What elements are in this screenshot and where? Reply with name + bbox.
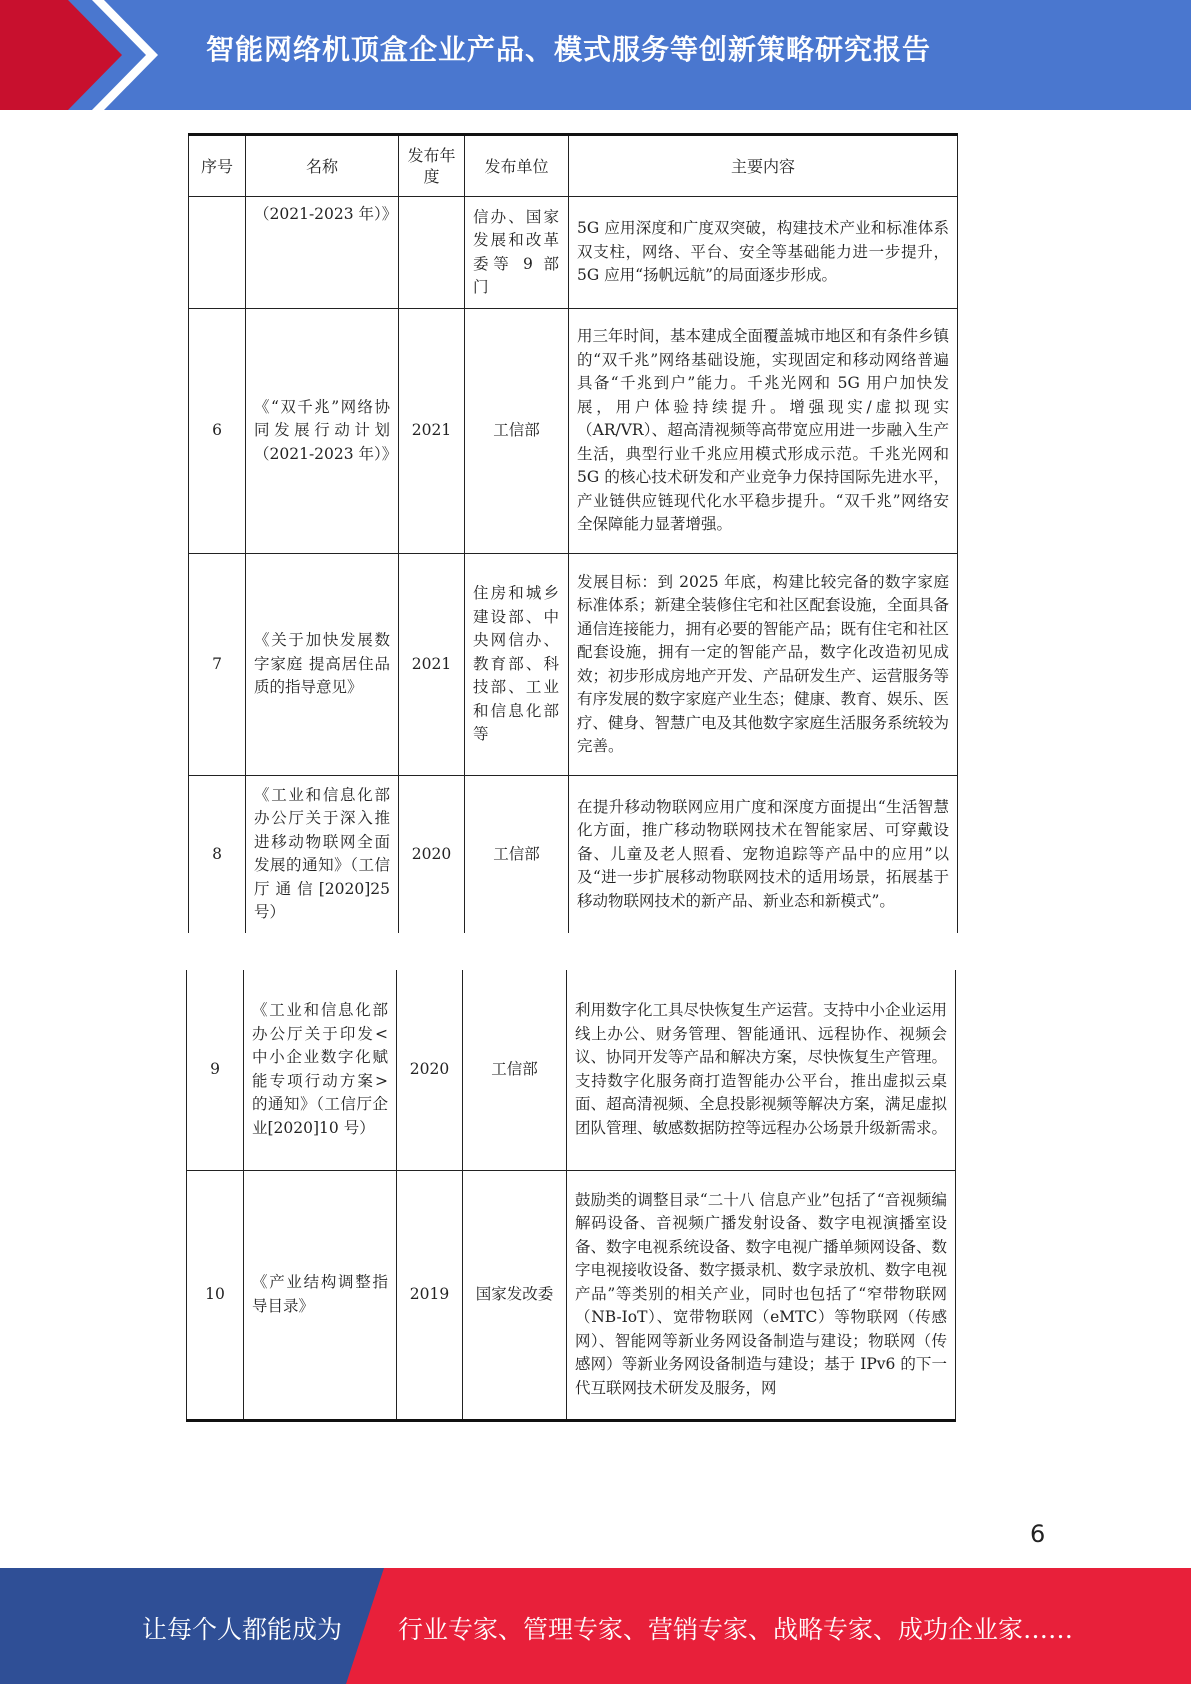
row-content: 利用数字化工具尽快恢复生产运营。支持中小企业运用线上办公、财务管理、智能通讯、远程协作、视频会议、协同开发等产品和解决方案，尽快恢复生产管理。支持数字化服务商打造智能办公平台，推出虚拟云桌面、超高清视频、全息投影视频等解决方案，满足虚拟团队管理、敏感数据防控等远程办公场景升级新需求。 — [567, 970, 956, 1170]
row-year: 2020 — [397, 970, 463, 1170]
row-name: 《“双千兆”网络协同发展行动计划（2021-2023 年）》 — [246, 309, 399, 554]
page-number: 6 — [1030, 1520, 1046, 1548]
row-unit: 国家发改委 — [463, 1170, 567, 1420]
row-year: 2019 — [397, 1170, 463, 1420]
row-name: 《工业和信息化部办公厅关于深入推进移动物联网全面发展的通知》（工信厅通信[2020]25 号） — [246, 776, 399, 933]
table-row — [187, 1170, 956, 1420]
footer-slogan-left: 让每个人都能成为 — [142, 1615, 343, 1644]
row-no: 10 — [187, 1170, 244, 1420]
row-name: 《工业和信息化部办公厅关于印发<中小企业数字化赋能专项行动方案>的通知》（工信厅企业[2020]10 号） — [244, 970, 397, 1170]
row-content: 鼓励类的调整目录“二十八 信息产业”包括了“音视频编解码设备、音视频广播发射设备、数字电视演播室设备、数字电视系统设备、数字电视广播单频网设备、数字电视接收设备、数字摄录机、数字录放机、数字电视产品”等类别的相关产业，同时也包括了“窄带物联网（NB-IoT）、宽带物联网（eMTC）等物联网（传感网）、智能网等新业务网设备制造与建设；物联网（传感网）等新业务网设备制造与建设；基于 IPv6 的下一代互联网技术研发及服务，网 — [567, 1170, 956, 1420]
row-no: 8 — [189, 776, 246, 933]
header-content: 主要内容 — [569, 135, 958, 197]
header-year: 发布年度 — [399, 135, 465, 197]
row-content: 在提升移动物联网应用广度和深度方面提出“生活智慧化方面，推广移动物联网技术在智能家居、可穿戴设备、儿童及老人照看、宠物追踪等产品中的应用”以及“进一步扩展移动物联网技术的适用场景，拓展基于移动物联网技术的新产品、新业态和新模式”。 — [569, 776, 958, 933]
row-unit: 信办、国家发展和改革委等 9 部门 — [465, 197, 569, 309]
table-row — [189, 197, 958, 309]
policy-table-part-1 — [188, 133, 958, 933]
header-unit: 发布单位 — [465, 135, 569, 197]
table-row — [189, 554, 958, 776]
row-name: （2021-2023 年）》 — [246, 197, 399, 309]
row-year: 2021 — [399, 309, 465, 554]
row-content: 5G 应用深度和广度双突破，构建技术产业和标准体系双支柱，网络、平台、安全等基础能力进一步提升，5G 应用“扬帆远航”的局面逐步形成。 — [569, 197, 958, 309]
row-content: 用三年时间，基本建成全面覆盖城市地区和有条件乡镇的“双千兆”网络基础设施，实现固定和移动网络普遍具备“千兆到户”能力。千兆光网和 5G 用户加快发展，用户体验持续提升。增强现实/虚拟现实（AR/VR）、超高清视频等高带宽应用进一步融入生产生活，典型行业千兆应用模式形成示范。千兆光网和 5G 的核心技术研发和产业竞争力保持国际先进水平，产业链供应链现代化水平稳步提升。“双千兆”网络安全保障能力显著增强。 — [569, 309, 958, 554]
table-row — [187, 970, 956, 1170]
row-name: 《关于加快发展数字家庭 提高居住品质的指导意见》 — [246, 554, 399, 776]
row-unit: 工信部 — [463, 970, 567, 1170]
row-year: 2020 — [399, 776, 465, 933]
row-unit: 工信部 — [465, 776, 569, 933]
row-unit: 工信部 — [465, 309, 569, 554]
page-header — [0, 0, 1191, 110]
header-name: 名称 — [246, 135, 399, 197]
policy-table-part-2 — [186, 970, 956, 1422]
row-no: 6 — [189, 309, 246, 554]
row-no: 9 — [187, 970, 244, 1170]
row-year: 2021 — [399, 554, 465, 776]
row-year — [399, 197, 465, 309]
table-header-row — [189, 135, 958, 197]
report-title: 智能网络机顶盒企业产品、模式服务等创新策略研究报告 — [206, 33, 932, 66]
row-name: 《产业结构调整指导目录》 — [244, 1170, 397, 1420]
table-row — [189, 776, 958, 933]
footer-slogan-right: 行业专家、管理专家、营销专家、战略专家、成功企业家…… — [398, 1615, 1074, 1644]
row-content: 发展目标：到 2025 年底，构建比较完备的数字家庭标准体系；新建全装修住宅和社区配套设施，全面具备通信连接能力，拥有必要的智能产品；既有住宅和社区配套设施，拥有一定的智能产品，数字化改造初见成效；初步形成房地产开发、产品研发生产、运营服务等有序发展的数字家庭产业生态；健康、教育、娱乐、医疗、健身、智慧广电及其他数字家庭生活服务系统较为完善。 — [569, 554, 958, 776]
row-no — [189, 197, 246, 309]
page-footer — [0, 1568, 1191, 1684]
row-no: 7 — [189, 554, 246, 776]
row-unit: 住房和城乡建设部、中央网信办、教育部、科技部、工业和信息化部等 — [465, 554, 569, 776]
table-row — [189, 309, 958, 554]
header-no: 序号 — [189, 135, 246, 197]
